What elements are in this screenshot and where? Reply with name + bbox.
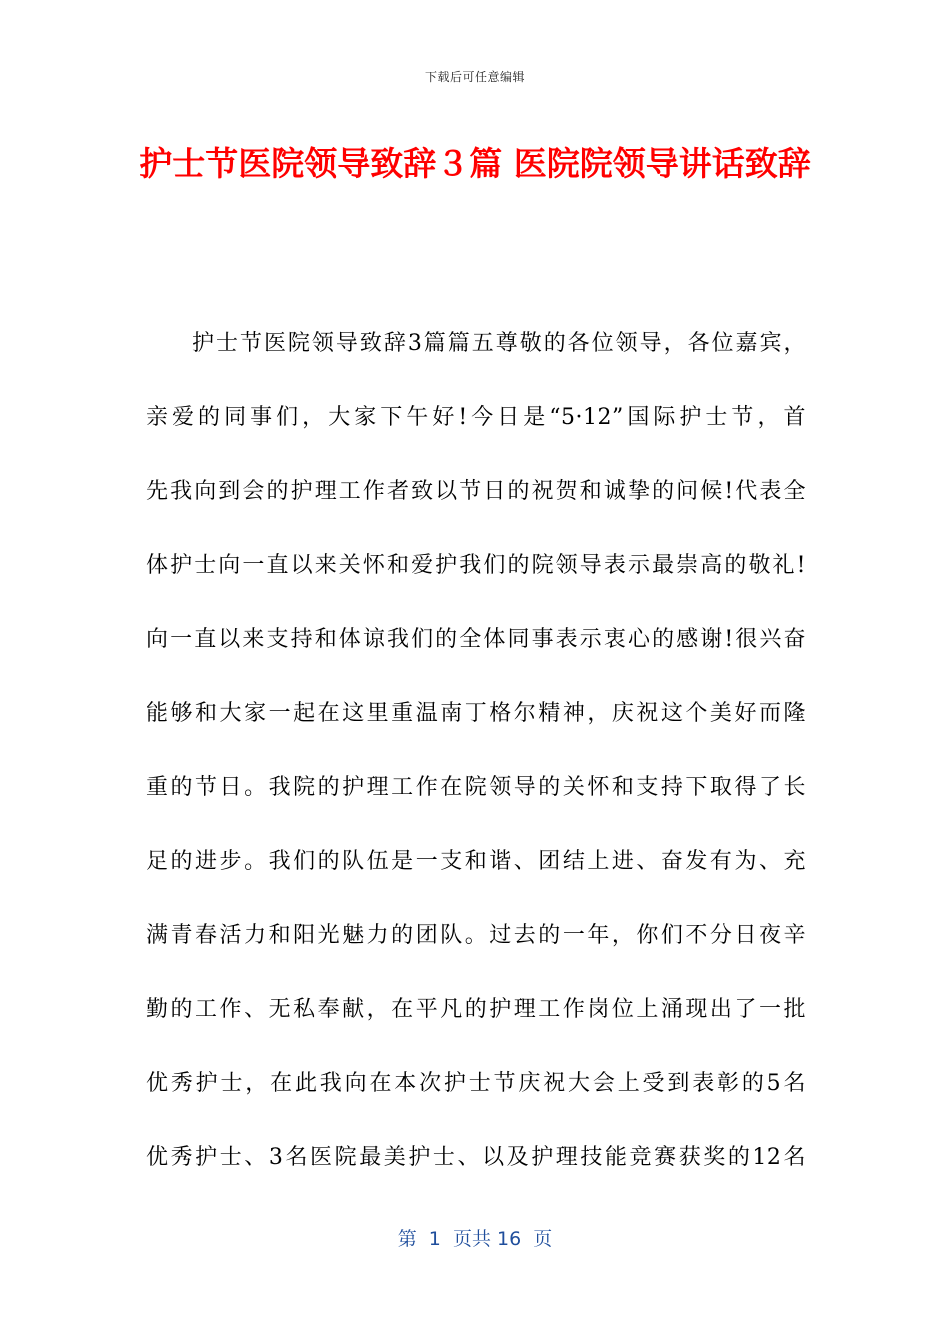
paragraph-line: 护士节医院领导致辞3篇篇五尊敬的各位领导，各位嘉宾， bbox=[192, 331, 806, 356]
paragraph-line: 优秀护士，在此我向在本次护士节庆祝大会上受到表彰的5名 bbox=[146, 1071, 806, 1096]
paragraph-line: 重的节日。我院的护理工作在院领导的关怀和支持下取得了长 bbox=[146, 775, 806, 800]
document-title: 护士节医院领导致辞３篇 医院院领导讲话致辞 bbox=[139, 144, 811, 183]
paragraph-line: 亲爱的同事们，大家下午好!今日是“5·12”国际护士节，首 bbox=[146, 405, 806, 430]
header-note: 下载后可任意编辑 bbox=[424, 70, 525, 84]
paragraph-line: 优秀护士、3名医院最美护士、以及护理技能竞赛获奖的12名 bbox=[146, 1145, 806, 1170]
paragraph-line: 先我向到会的护理工作者致以节日的祝贺和诚挚的问候!代表全 bbox=[146, 479, 806, 504]
page-number-footer: 第 1 页共 16 页 bbox=[397, 1228, 553, 1250]
body-text bbox=[146, 320, 806, 1208]
paragraph-line: 勤的工作、无私奉献，在平凡的护理工作岗位上涌现出了一批 bbox=[146, 997, 806, 1022]
paragraph-line: 满青春活力和阳光魅力的团队。过去的一年，你们不分日夜辛 bbox=[146, 923, 806, 948]
paragraph-line: 向一直以来支持和体谅我们的全体同事表示衷心的感谢!很兴奋 bbox=[146, 627, 806, 652]
paragraph-line: 能够和大家一起在这里重温南丁格尔精神，庆祝这个美好而隆 bbox=[146, 701, 806, 726]
paragraph-line: 足的进步。我们的队伍是一支和谐、团结上进、奋发有为、充 bbox=[146, 849, 806, 874]
paragraph-line: 体护士向一直以来关怀和爱护我们的院领导表示最崇高的敬礼! bbox=[146, 553, 806, 578]
